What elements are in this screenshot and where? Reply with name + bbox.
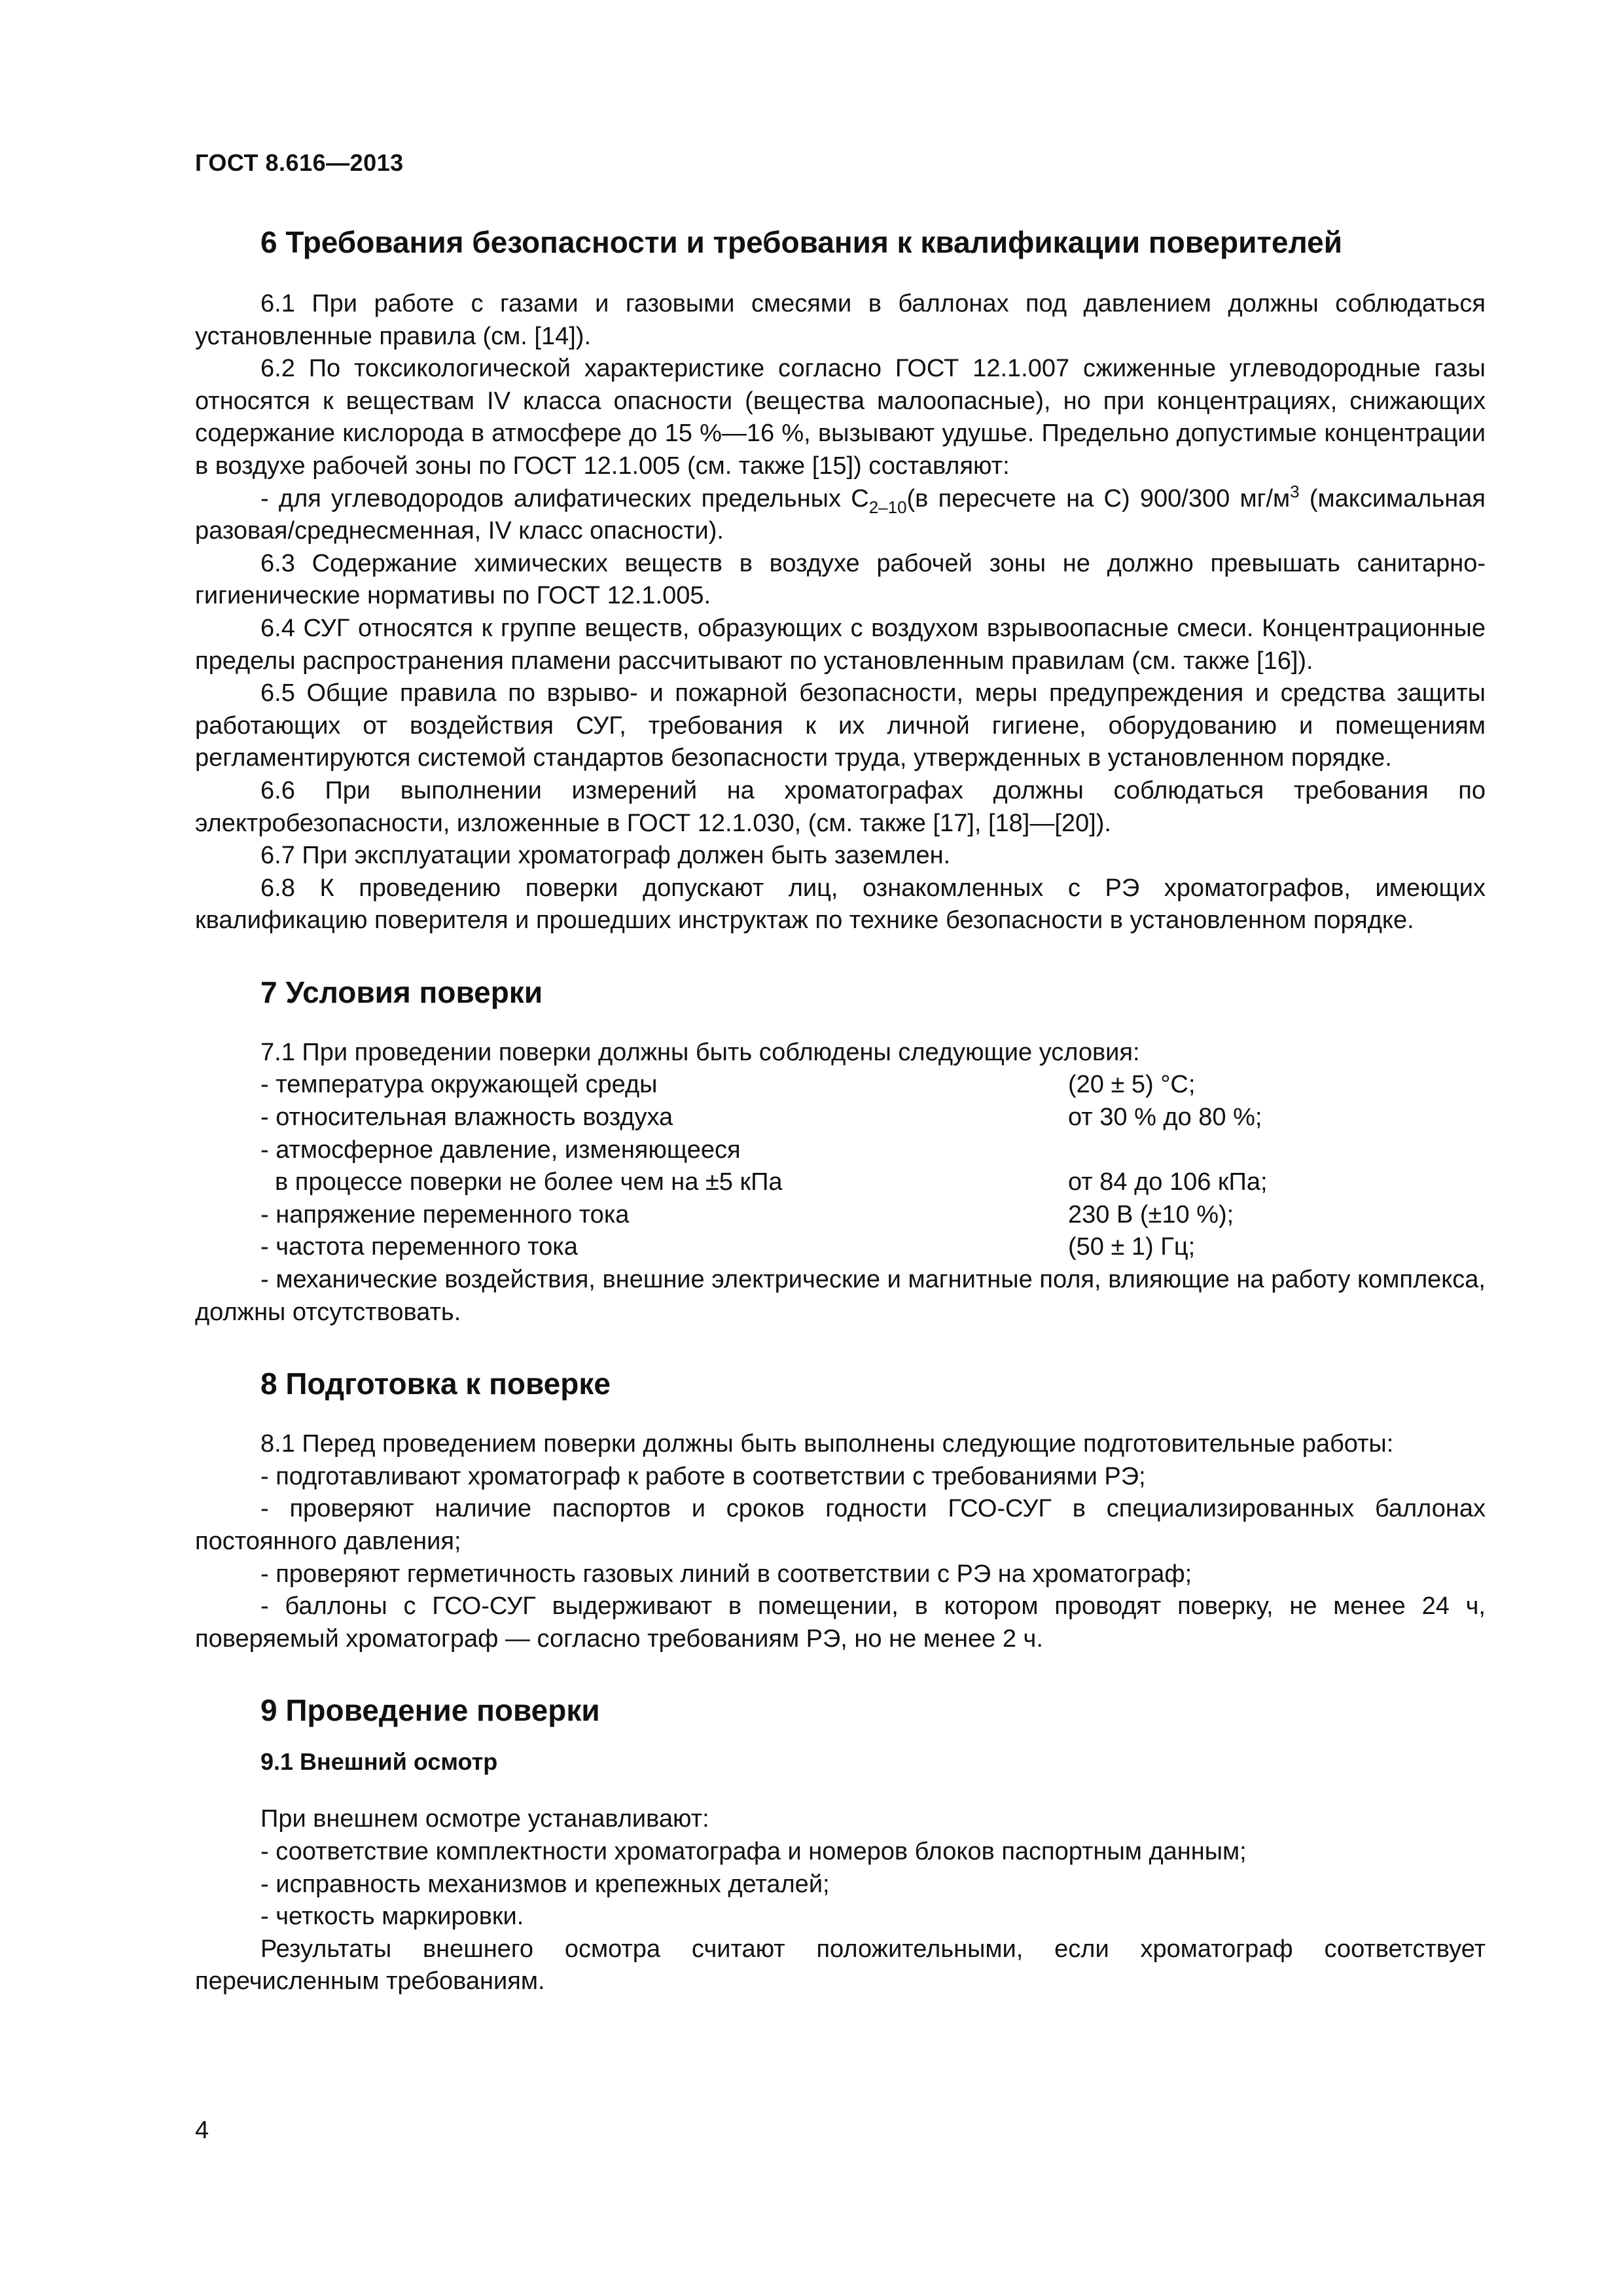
list-item: - исправность механизмов и крепежных деталей; [260,1870,830,1898]
paragraph-7-1: 7.1 При проведении поверки должны быть соблюдены следующие условия: [260,1038,1140,1066]
list-item: - баллоны с ГСО-СУГ выдерживают в помещении, в котором проводят поверку, не менее 24 ч, поверяемый хроматограф — согласно требованиям РЭ, но не менее 2 ч. [195,1592,1486,1653]
condition-value: от 30 % до 80 %; [1068,1103,1262,1132]
section-6-title: 6 Требования безопасности и требования к квалификации поверителей [260,225,1342,259]
condition-value: 230 В (±10 %); [1068,1200,1234,1229]
paragraph-6-3: 6.3 Содержание химических веществ в воздухе рабочей зоны не должно превышать санитарно-гигиенические нормативы по ГОСТ 12.1.005. [195,549,1486,610]
page-body [195,131,1486,1998]
condition-row [195,1069,1486,1102]
paragraph-6-8: 6.8 К проведению поверки допускают лиц, ознакомленных с РЭ хроматографов, имеющих квалификацию поверителя и прошедших инструктаж по технике безопасности в установленном порядке. [195,874,1486,935]
paragraph-9-1: При внешнем осмотре устанавливают: [260,1805,709,1833]
paragraph-6-1: 6.1 При работе с газами и газовыми смесями в баллонах под давлением должны соблюдаться установленные правила (см. [14]). [195,290,1486,350]
page-number: 4 [195,2117,209,2144]
paragraph-8-1: 8.1 Перед проведением поверки должны быть выполнены следующие подготовительные работы: [260,1430,1394,1458]
paragraph-6-2: 6.2 По токсикологической характеристике согласно ГОСТ 12.1.007 сжиженные углеводородные газы относятся к веществам IV класса опасности (вещества малоопасные), но при концентрациях, снижающих содержание кислорода в атмосфере до 15 %—16 %, вызывают удушье. Предельно допустимые концентрации в воздухе рабочей зоны по ГОСТ 12.1.005 (см. также [15]) составляют: [195,355,1486,480]
formula-subscript: 2–10 [868,497,907,517]
condition-label: - частота переменного тока [260,1233,578,1261]
list-item: - соответствие комплектности хроматографа и номеров блоков паспортным данным; [260,1837,1247,1865]
section-8-title: 8 Подготовка к поверке [260,1367,611,1401]
formula-text-a: - для углеводородов алифатических предельных C [260,484,869,512]
condition-row [195,1231,1486,1264]
paragraph-6-6: 6.6 При выполнении измерений на хроматографах должны соблюдаться требования по электробезопасности, изложенные в ГОСТ 12.1.030, (см. также [17], [18]—[20]). [195,776,1486,837]
condition-row [195,1134,1486,1167]
formula-text-c: (максимальная разовая/среднесменная, IV класс опасности). [195,484,1486,545]
condition-value [1068,1134,1486,1167]
condition-value: (50 ± 1) Гц; [1068,1233,1196,1261]
paragraph-9-result: Результаты внешнего осмотра считают положительными, если хроматограф соответствует перечисленным требованиям. [195,1935,1486,1996]
paragraph-6-4: 6.4 СУГ относятся к группе веществ, образующих с воздухом взрывоопасные смеси. Концентрационные пределы распространения пламени рассчитывают по установленным правилам (см. также [16]). [195,614,1486,675]
condition-row [195,1199,1486,1232]
condition-label: в процессе поверки не более чем на ±5 кПа [275,1168,783,1196]
paragraph-7-closing: - механические воздействия, внешние электрические и магнитные поля, влияющие на работу комплекса, должны отсутствовать. [195,1266,1486,1326]
formula-text-b: (в пересчете на С) 900/300 мг/м [906,484,1291,512]
document-id: ГОСТ 8.616—2013 [195,149,404,176]
section-9-title: 9 Проведение поверки [260,1693,600,1728]
list-item: - подготавливают хроматограф к работе в соответствии с требованиями РЭ; [260,1462,1146,1490]
condition-label: - относительная влажность воздуха [260,1103,673,1132]
list-item: - проверяют герметичность газовых линий в соответствии с РЭ на хроматограф; [260,1560,1192,1588]
condition-value: (20 ± 5) °С; [1068,1071,1196,1099]
condition-row [195,1102,1486,1134]
paragraph-6-5: 6.5 Общие правила по взрыво- и пожарной безопасности, меры предупреждения и средства защиты работающих от воздействия СУГ, требования к их личной гигиене, оборудованию и помещениям регламентируются системой стандартов безопасности труда, утвержденных в установленном порядке. [195,679,1486,772]
list-item: - четкость маркировки. [260,1903,524,1931]
condition-value: от 84 до 106 кПа; [1068,1168,1268,1196]
formula-superscript: 3 [1290,481,1300,501]
condition-row [195,1166,1486,1199]
section-7-title: 7 Условия поверки [260,975,543,1009]
condition-label: - напряжение переменного тока [260,1200,630,1229]
list-item: - проверяют наличие паспортов и сроков годности ГСО-СУГ в специализированных баллонах постоянного давления; [195,1495,1486,1555]
condition-label: - температура окружающей среды [260,1071,658,1099]
subsection-9-1-title: 9.1 Внешний осмотр [260,1748,498,1776]
paragraph-6-7: 6.7 При эксплуатации хроматограф должен быть заземлен. [260,842,951,870]
paragraph-6-2-list [195,483,1486,548]
condition-label: - атмосферное давление, изменяющееся [260,1136,741,1164]
